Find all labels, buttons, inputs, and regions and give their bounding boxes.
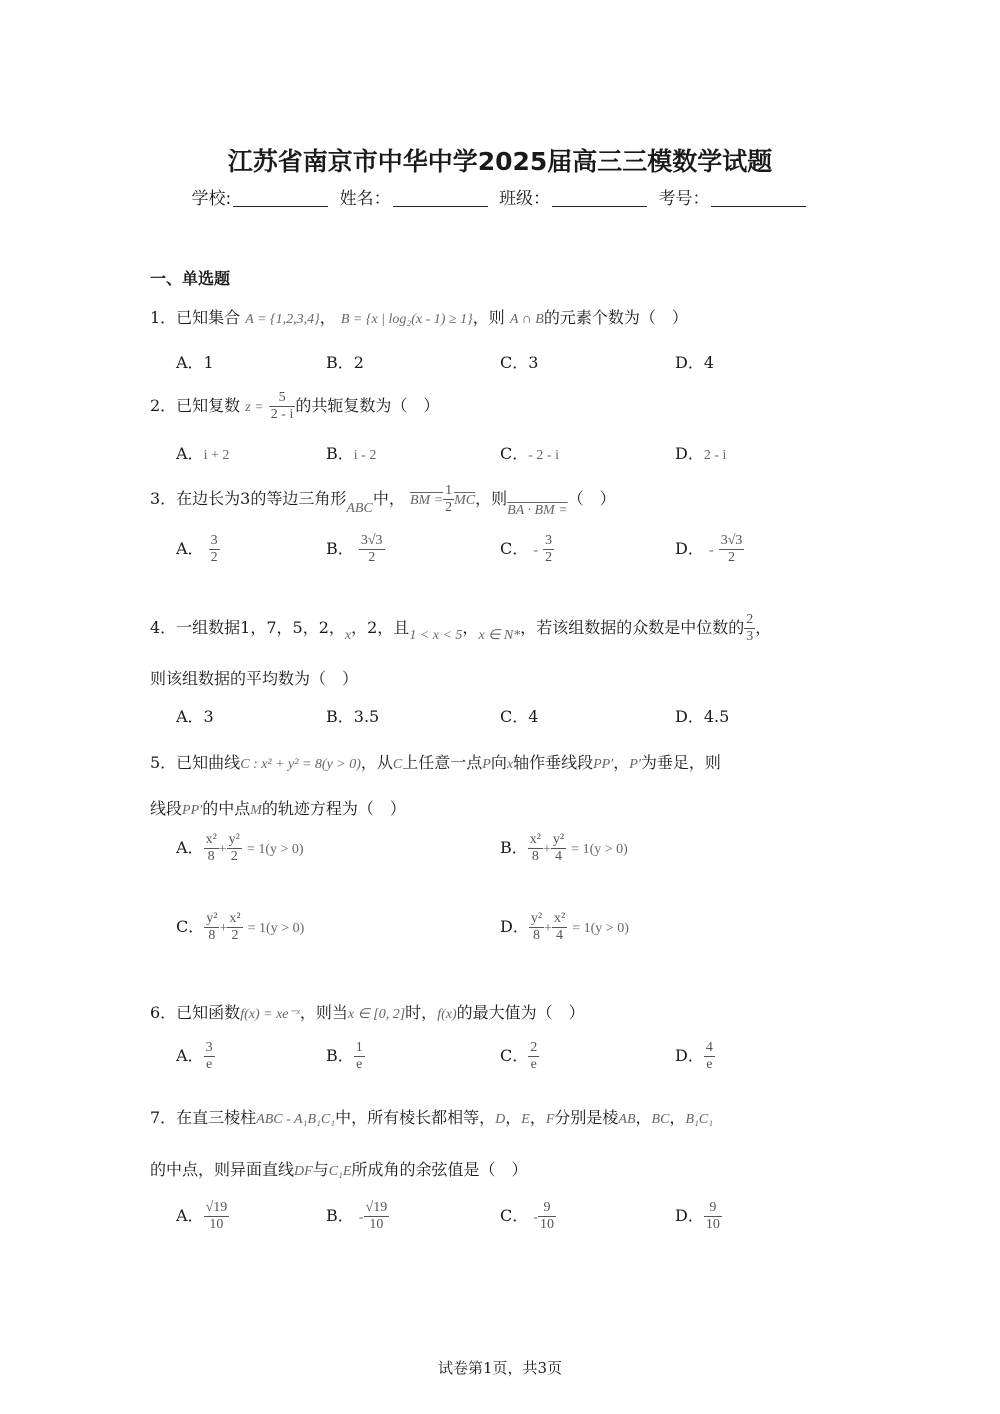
q7-text: 所成角的余弦值是（ ） <box>351 1160 528 1179</box>
option-fraction <box>528 1040 539 1073</box>
option-label: C． <box>500 1206 529 1226</box>
numerator: 3 <box>209 533 220 550</box>
numerator: √19 <box>204 1200 230 1217</box>
option-fraction <box>204 1040 215 1073</box>
q5-text: 的中点 <box>202 799 251 818</box>
q6-text: 时， <box>405 1003 438 1022</box>
question-2 <box>150 390 439 423</box>
q7-f: F <box>545 1112 555 1127</box>
q1-option-c[interactable]: C．3 <box>500 353 539 372</box>
q1-set-a: A = {1,2,3,4} <box>245 312 320 327</box>
q5-pp: PP′ <box>593 757 614 772</box>
minus-sign: - <box>533 543 539 559</box>
q5-text: 5．已知曲线 <box>150 753 241 772</box>
question-5-line2 <box>150 796 406 819</box>
option-label: C． <box>176 917 205 937</box>
q7-text: 分别是棱 <box>554 1108 619 1127</box>
q1-text: 1．已知集合 <box>150 308 241 327</box>
denominator: e <box>706 1057 713 1073</box>
numerator: 3√3 <box>359 533 385 550</box>
q2-option-a[interactable] <box>176 441 229 464</box>
option-label: A． <box>176 1206 204 1226</box>
question-4-line2: 则该组数据的平均数为（ ） <box>150 669 359 688</box>
denominator: e <box>530 1057 537 1073</box>
q3-dot-product: BA · BM = <box>507 503 568 519</box>
option-fraction <box>364 1200 390 1233</box>
option-fraction <box>704 1200 722 1233</box>
option-value: - 2 - i <box>528 448 559 463</box>
q2-text: 2．已知复数 <box>150 396 241 416</box>
numerator: x² <box>552 911 567 928</box>
section-heading: 一、单选题 <box>150 269 231 288</box>
option-label: D． <box>675 1206 704 1226</box>
q2-fraction <box>269 390 296 423</box>
q7-prism: ABC - A₁B₁C₁ <box>256 1112 336 1127</box>
option-label: D． <box>675 444 704 463</box>
numerator: 1 <box>443 483 454 500</box>
numerator: 4 <box>704 1040 715 1057</box>
q3-text: ，则 <box>475 489 508 509</box>
q2-z: z = <box>245 400 264 416</box>
option-label: D． <box>500 917 529 937</box>
q7-text: ， <box>635 1108 652 1127</box>
q4-option-a[interactable]: A．3 <box>176 707 214 726</box>
q2-text: 的共轭复数为（ ） <box>295 396 440 416</box>
numerator: y² <box>227 832 242 849</box>
option-fraction <box>551 832 566 865</box>
option-fraction <box>204 832 219 865</box>
q6-option-b[interactable] <box>326 1040 365 1073</box>
q5-text: ，从 <box>360 753 393 772</box>
option-label: C． <box>500 539 529 559</box>
numerator: 3 <box>543 533 554 550</box>
option-label: B． <box>326 444 354 463</box>
q7-d: D <box>495 1112 506 1127</box>
q3-vector-bm: BM = <box>409 493 444 509</box>
q7-text: 的中点，则异面直线 <box>150 1160 295 1179</box>
q5-option-b[interactable]: B． $\frac{\text{x²}}{8}$ + $\frac{\text{y²}}{4}$ = 1(y > 0) <box>500 832 628 865</box>
q7-option-b[interactable] <box>326 1200 389 1233</box>
q5-p-prime: P′ <box>629 757 641 772</box>
option-fraction <box>209 533 220 566</box>
school-label: 学校: <box>191 189 232 209</box>
q5-option-c[interactable]: C． $\frac{\text{y²}}{8}$ + $\frac{\text{x²}}{2}$ = 1(y > 0) <box>176 911 305 944</box>
page-footer: 试卷第1页，共3页 <box>437 1359 563 1377</box>
option-fraction <box>354 1040 365 1073</box>
option-value: i + 2 <box>203 448 230 463</box>
option-fraction <box>543 533 554 566</box>
option-fraction <box>538 1200 556 1233</box>
q2-option-c[interactable] <box>500 441 559 464</box>
q7-c1e: C₁E <box>328 1164 352 1179</box>
q2-option-d[interactable] <box>675 441 726 464</box>
numerator: 3 <box>204 1040 215 1057</box>
page-title: 江苏省南京市中华中学2025届高三三模数学试题 <box>227 147 773 176</box>
q6-text: 的最大值为（ ） <box>456 1003 585 1022</box>
equation-tail: = 1(y > 0) <box>572 921 629 937</box>
q3-text: 3．在边长为3的等边三角形 <box>150 489 347 509</box>
q7-b1c1: B₁C₁ <box>685 1112 714 1127</box>
denominator: 10 <box>705 1217 720 1233</box>
q3-option-d[interactable] <box>675 533 744 566</box>
q7-text: 7．在直三棱柱 <box>150 1108 257 1127</box>
q4-option-b[interactable]: B．3.5 <box>326 707 380 726</box>
equation-tail: = 1(y > 0) <box>247 921 305 937</box>
q7-text: 中，所有棱长都相等， <box>335 1108 496 1127</box>
question-7 <box>150 1105 713 1128</box>
option-fraction <box>359 533 385 566</box>
q5-pp: PP′ <box>182 803 203 818</box>
q7-text: 与 <box>312 1160 329 1179</box>
q7-text: ， <box>669 1108 686 1127</box>
q4-text: ，2，且 <box>351 618 410 638</box>
class-blank[interactable] <box>552 190 647 207</box>
numerator: x² <box>227 911 242 928</box>
minus-sign: - <box>358 1210 364 1226</box>
q3-vector-mc: $\overline{MC}$ <box>454 493 476 509</box>
question-5 <box>150 750 721 773</box>
q6-option-c[interactable] <box>500 1040 539 1073</box>
option-label: B． <box>500 838 528 858</box>
numerator: 9 <box>704 1200 722 1217</box>
option-label: A． <box>176 444 204 463</box>
question-7-line2 <box>150 1157 527 1180</box>
option-label: D． <box>675 539 704 559</box>
class-label: 班级： <box>499 189 551 209</box>
equation-tail: = 1(y > 0) <box>571 842 628 858</box>
numerator: x² <box>204 832 219 849</box>
denominator: e <box>205 1057 213 1073</box>
q4-fraction <box>744 612 755 645</box>
q2-option-b[interactable] <box>326 441 376 464</box>
option-value: i - 2 <box>353 448 377 463</box>
denominator: 4 <box>556 928 564 944</box>
q4-option-c[interactable]: C．4 <box>500 707 539 726</box>
denominator: 8 <box>531 849 539 865</box>
q4-text: ， <box>755 618 772 638</box>
option-fraction <box>704 1040 715 1073</box>
q4-x: x <box>344 628 352 644</box>
q3-text: 中， <box>372 489 405 509</box>
numerator: y² <box>551 832 566 849</box>
q7-option-d[interactable] <box>675 1200 722 1233</box>
q5-text: 线段 <box>150 799 183 818</box>
q6-domain: x ∈ [0, 2] <box>347 1007 406 1022</box>
number-label: 考号： <box>658 189 710 209</box>
q3-option-a[interactable] <box>176 533 220 566</box>
q3-triangle: ABC <box>346 501 373 517</box>
q7-option-a[interactable] <box>176 1200 229 1233</box>
denominator: 2 - i <box>270 407 294 423</box>
minus-sign: - <box>708 543 714 559</box>
q5-text: 向 <box>490 753 507 772</box>
q3-option-c[interactable] <box>500 533 554 566</box>
option-label: D． <box>675 1046 704 1066</box>
denominator: 2 <box>728 550 736 566</box>
q1-option-d[interactable]: D．4 <box>675 353 715 372</box>
denominator: 2 <box>368 550 376 566</box>
option-fraction <box>552 911 567 944</box>
q6-fx: f(x) <box>437 1007 457 1022</box>
denominator: 2 <box>445 500 453 516</box>
number-blank[interactable] <box>711 190 806 207</box>
option-label: A． <box>176 539 204 559</box>
option-fraction <box>204 1200 230 1233</box>
q5-option-a[interactable]: A． $\frac{\text{x²}}{8}$ + $\frac{\text{y²}}{2}$ = 1(y > 0) <box>176 832 304 865</box>
q5-curve: C : x² + y² = 8(y > 0) <box>240 757 361 772</box>
q3-option-b[interactable] <box>326 533 385 566</box>
option-label: A． <box>176 838 204 858</box>
option-fraction <box>529 911 544 944</box>
option-fraction <box>227 832 242 865</box>
numerator: 1 <box>354 1040 365 1057</box>
denominator: 2 <box>210 550 218 566</box>
q7-df: DF <box>294 1164 313 1179</box>
question-1 <box>150 305 688 328</box>
option-fraction <box>719 533 745 566</box>
q5-text: 轴作垂线段 <box>513 753 594 772</box>
denominator: 10 <box>209 1217 224 1233</box>
q7-bc: BC <box>651 1112 670 1127</box>
numerator: y² <box>529 911 544 928</box>
q1-set-b: B = {x | log₂(x - 1) ≥ 1} <box>340 312 473 327</box>
numerator: y² <box>204 911 219 928</box>
school-blank[interactable] <box>233 190 328 207</box>
option-label: B． <box>326 1206 354 1226</box>
q7-text: ， <box>529 1108 546 1127</box>
option-fraction <box>204 911 219 944</box>
q1-expr: A ∩ B <box>509 312 544 327</box>
numerator: 5 <box>269 390 296 407</box>
q4-text: ，若该组数据的众数是中位数的 <box>520 618 745 638</box>
denominator: 4 <box>554 849 562 865</box>
q5-text: 为垂足，则 <box>640 753 721 772</box>
numerator: 2 <box>744 612 755 629</box>
numerator: 9 <box>538 1200 556 1217</box>
numerator: 2 <box>528 1040 539 1057</box>
option-fraction <box>227 911 242 944</box>
denominator: 10 <box>540 1217 555 1233</box>
q5-c: C <box>392 757 403 772</box>
option-label: C． <box>500 444 529 463</box>
q6-text: ，则当 <box>299 1003 348 1022</box>
q5-p: P <box>482 757 491 772</box>
q7-ab: AB <box>618 1112 636 1127</box>
q6-function: f(x) = xe⁻ˣ <box>240 1007 300 1022</box>
minus-sign: - <box>533 1210 539 1226</box>
numerator: x² <box>528 832 543 849</box>
q7-e: E <box>521 1112 530 1127</box>
student-info-row <box>0 184 1000 209</box>
q5-text: ， <box>613 753 630 772</box>
denominator: 2 <box>231 928 239 944</box>
q5-m: M <box>250 803 262 818</box>
q1-option-a[interactable]: A．1 <box>176 353 214 372</box>
q4-inequality: 1 < x < 5 <box>409 628 463 644</box>
question-4 <box>150 612 771 645</box>
name-label: 姓名： <box>339 189 391 209</box>
denominator: 8 <box>208 928 216 944</box>
q6-option-a[interactable] <box>176 1040 215 1073</box>
q5-x: x <box>506 757 514 772</box>
q4-text: 4．一组数据1，7，5，2， <box>150 618 345 638</box>
q5-option-d[interactable]: D． $\frac{\text{y²}}{8}$ + $\frac{\text{x²}}{4}$ = 1(y > 0) <box>500 911 629 944</box>
q6-text: 6．已知函数 <box>150 1003 241 1022</box>
q7-text: ， <box>505 1108 522 1127</box>
denominator: 2 <box>545 550 553 566</box>
option-label: B． <box>326 1046 354 1066</box>
question-6 <box>150 1000 585 1023</box>
q1-text: ，则 <box>472 308 505 327</box>
denominator: 3 <box>746 629 754 645</box>
q4-domain: x ∈ N* <box>478 628 521 644</box>
q1-text: ， <box>319 308 336 327</box>
q3-text: （ ） <box>567 489 616 509</box>
q4-text: ， <box>462 618 479 638</box>
denominator: e <box>356 1057 363 1073</box>
q7-option-c[interactable] <box>500 1200 556 1233</box>
option-label: C． <box>500 1046 529 1066</box>
option-value: 2 - i <box>703 448 727 463</box>
option-label: A． <box>176 1046 204 1066</box>
question-3 <box>150 483 616 519</box>
denominator: 2 <box>230 849 238 865</box>
q6-option-d[interactable] <box>675 1040 715 1073</box>
q4-option-d[interactable]: D．4.5 <box>675 707 730 726</box>
q1-option-b[interactable]: B．2 <box>326 353 364 372</box>
denominator: 10 <box>369 1217 384 1233</box>
q5-text: 的轨迹方程为（ ） <box>261 799 406 818</box>
equation-tail: = 1(y > 0) <box>246 842 304 858</box>
option-fraction <box>528 832 543 865</box>
q3-half <box>443 483 454 516</box>
numerator: 3√3 <box>719 533 745 550</box>
q5-text: 上任意一点 <box>402 753 483 772</box>
q1-text: 的元素个数为（ ） <box>543 308 688 327</box>
name-blank[interactable] <box>393 190 488 207</box>
option-label: B． <box>326 539 354 559</box>
denominator: 8 <box>207 849 215 865</box>
numerator: √19 <box>364 1200 390 1217</box>
denominator: 8 <box>532 928 540 944</box>
